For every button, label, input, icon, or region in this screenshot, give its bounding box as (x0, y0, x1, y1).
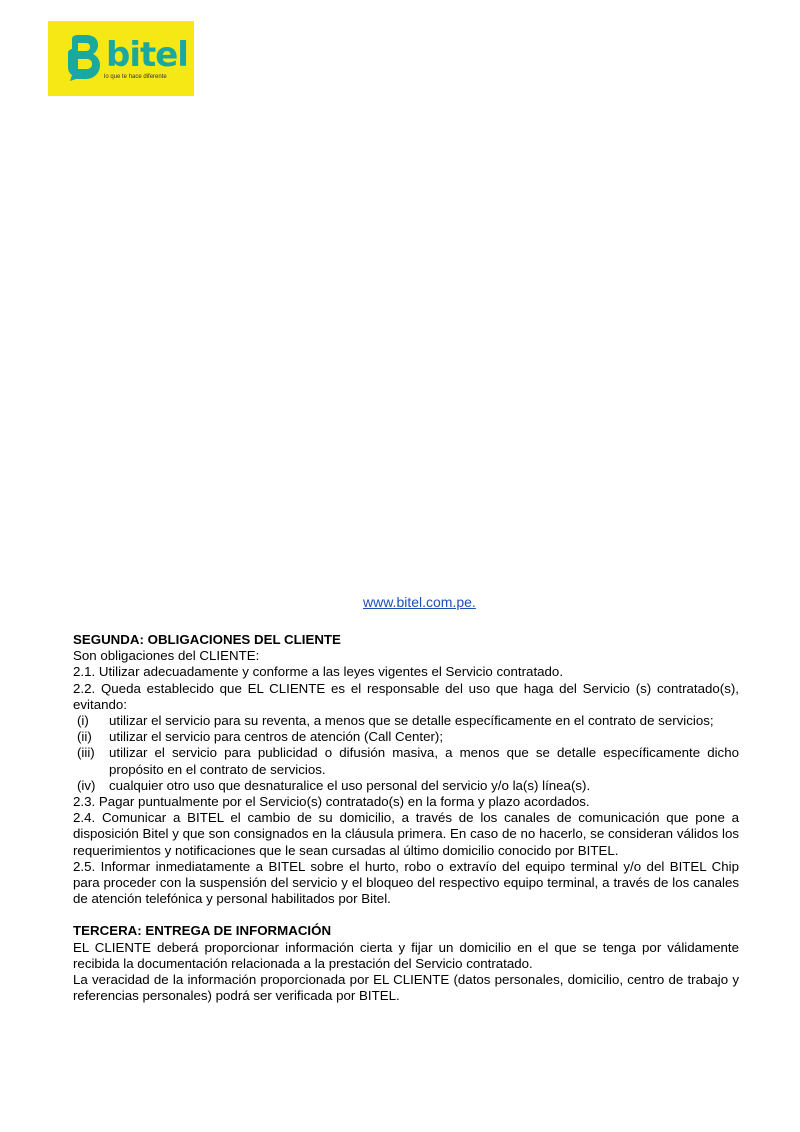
list-item-number: (iv) (77, 777, 96, 793)
list-item (73, 778, 739, 794)
website-link[interactable]: www.bitel.com.pe. (363, 594, 476, 610)
list-item-text: utilizar el servicio para su reventa, a menos que se detalle específicamente en el contrato de servicios; (109, 713, 714, 729)
bitel-wordmark: bitel (106, 35, 188, 75)
bitel-logo-mark-icon (66, 35, 100, 81)
list-item-number: (iii) (77, 745, 95, 761)
section-heading-segunda: SEGUNDA: OBLIGACIONES DEL CLIENTE (73, 632, 341, 647)
clause-2-5: 2.5. Informar inmediatamente a BITEL sobre el hurto, robo o extravío del equipo terminal y/o del BITEL Chip para proceder con la suspensión del servicio y el bloqueo del respectivo equipo terminal, a través de los canales de atención telefónica y personal habilitados por Bitel. (73, 858, 739, 907)
list-item (73, 713, 739, 729)
list-item-text: utilizar el servicio para publicidad o difusión masiva, a menos que se detalle específicamente dicho propósito en el contrato de servicios. (109, 745, 739, 777)
list-item (73, 745, 739, 777)
section-heading-tercera: TERCERA: ENTREGA DE INFORMACIÓN (73, 923, 332, 939)
clause-2-3: 2.3. Pagar puntualmente por el Servicio(s) contratado(s) en la forma y plazo acordados. (73, 794, 590, 810)
list-item (73, 729, 739, 745)
list-item-text: utilizar el servicio para centros de atención (Call Center); (109, 729, 444, 745)
section-intro: Son obligaciones del CLIENTE: (73, 648, 260, 664)
list-item-number: (ii) (77, 729, 92, 745)
clause-2-2: 2.2. Queda establecido que EL CLIENTE es el responsable del uso que haga del Servicio (s) contratado(s), evitando: (73, 680, 739, 712)
list-item-number: (i) (77, 713, 89, 729)
section3-paragraph-1: EL CLIENTE deberá proporcionar información cierta y fijar un domicilio en el que se tenga por válidamente recibida la documentación relacionada a la prestación del Servicio contratado. (73, 939, 739, 971)
clause-2-4: 2.4. Comunicar a BITEL el cambio de su domicilio, a través de los canales de comunicación que pone a disposición Bitel y que son consignados en la cláusula primera. En caso de no hacerlo, se consideran válidos los requerimientos y notificaciones que le sean cursadas al último domicilio conocido por BITEL. (73, 810, 739, 858)
bitel-tagline: lo que te hace diferente (104, 74, 167, 80)
section3-paragraph-2: La veracidad de la información proporcionada por EL CLIENTE (datos personales, domicilio, centro de trabajo y referencias personales) podrá ser verificada por BITEL. (73, 972, 739, 1004)
clause-2-1: 2.1. Utilizar adecuadamente y conforme a las leyes vigentes el Servicio contratado. (73, 664, 564, 680)
list-item-text: cualquier otro uso que desnaturalice el uso personal del servicio y/o la(s) línea(s). (109, 777, 591, 793)
bitel-logo (48, 21, 194, 96)
contract-text (73, 632, 739, 1004)
